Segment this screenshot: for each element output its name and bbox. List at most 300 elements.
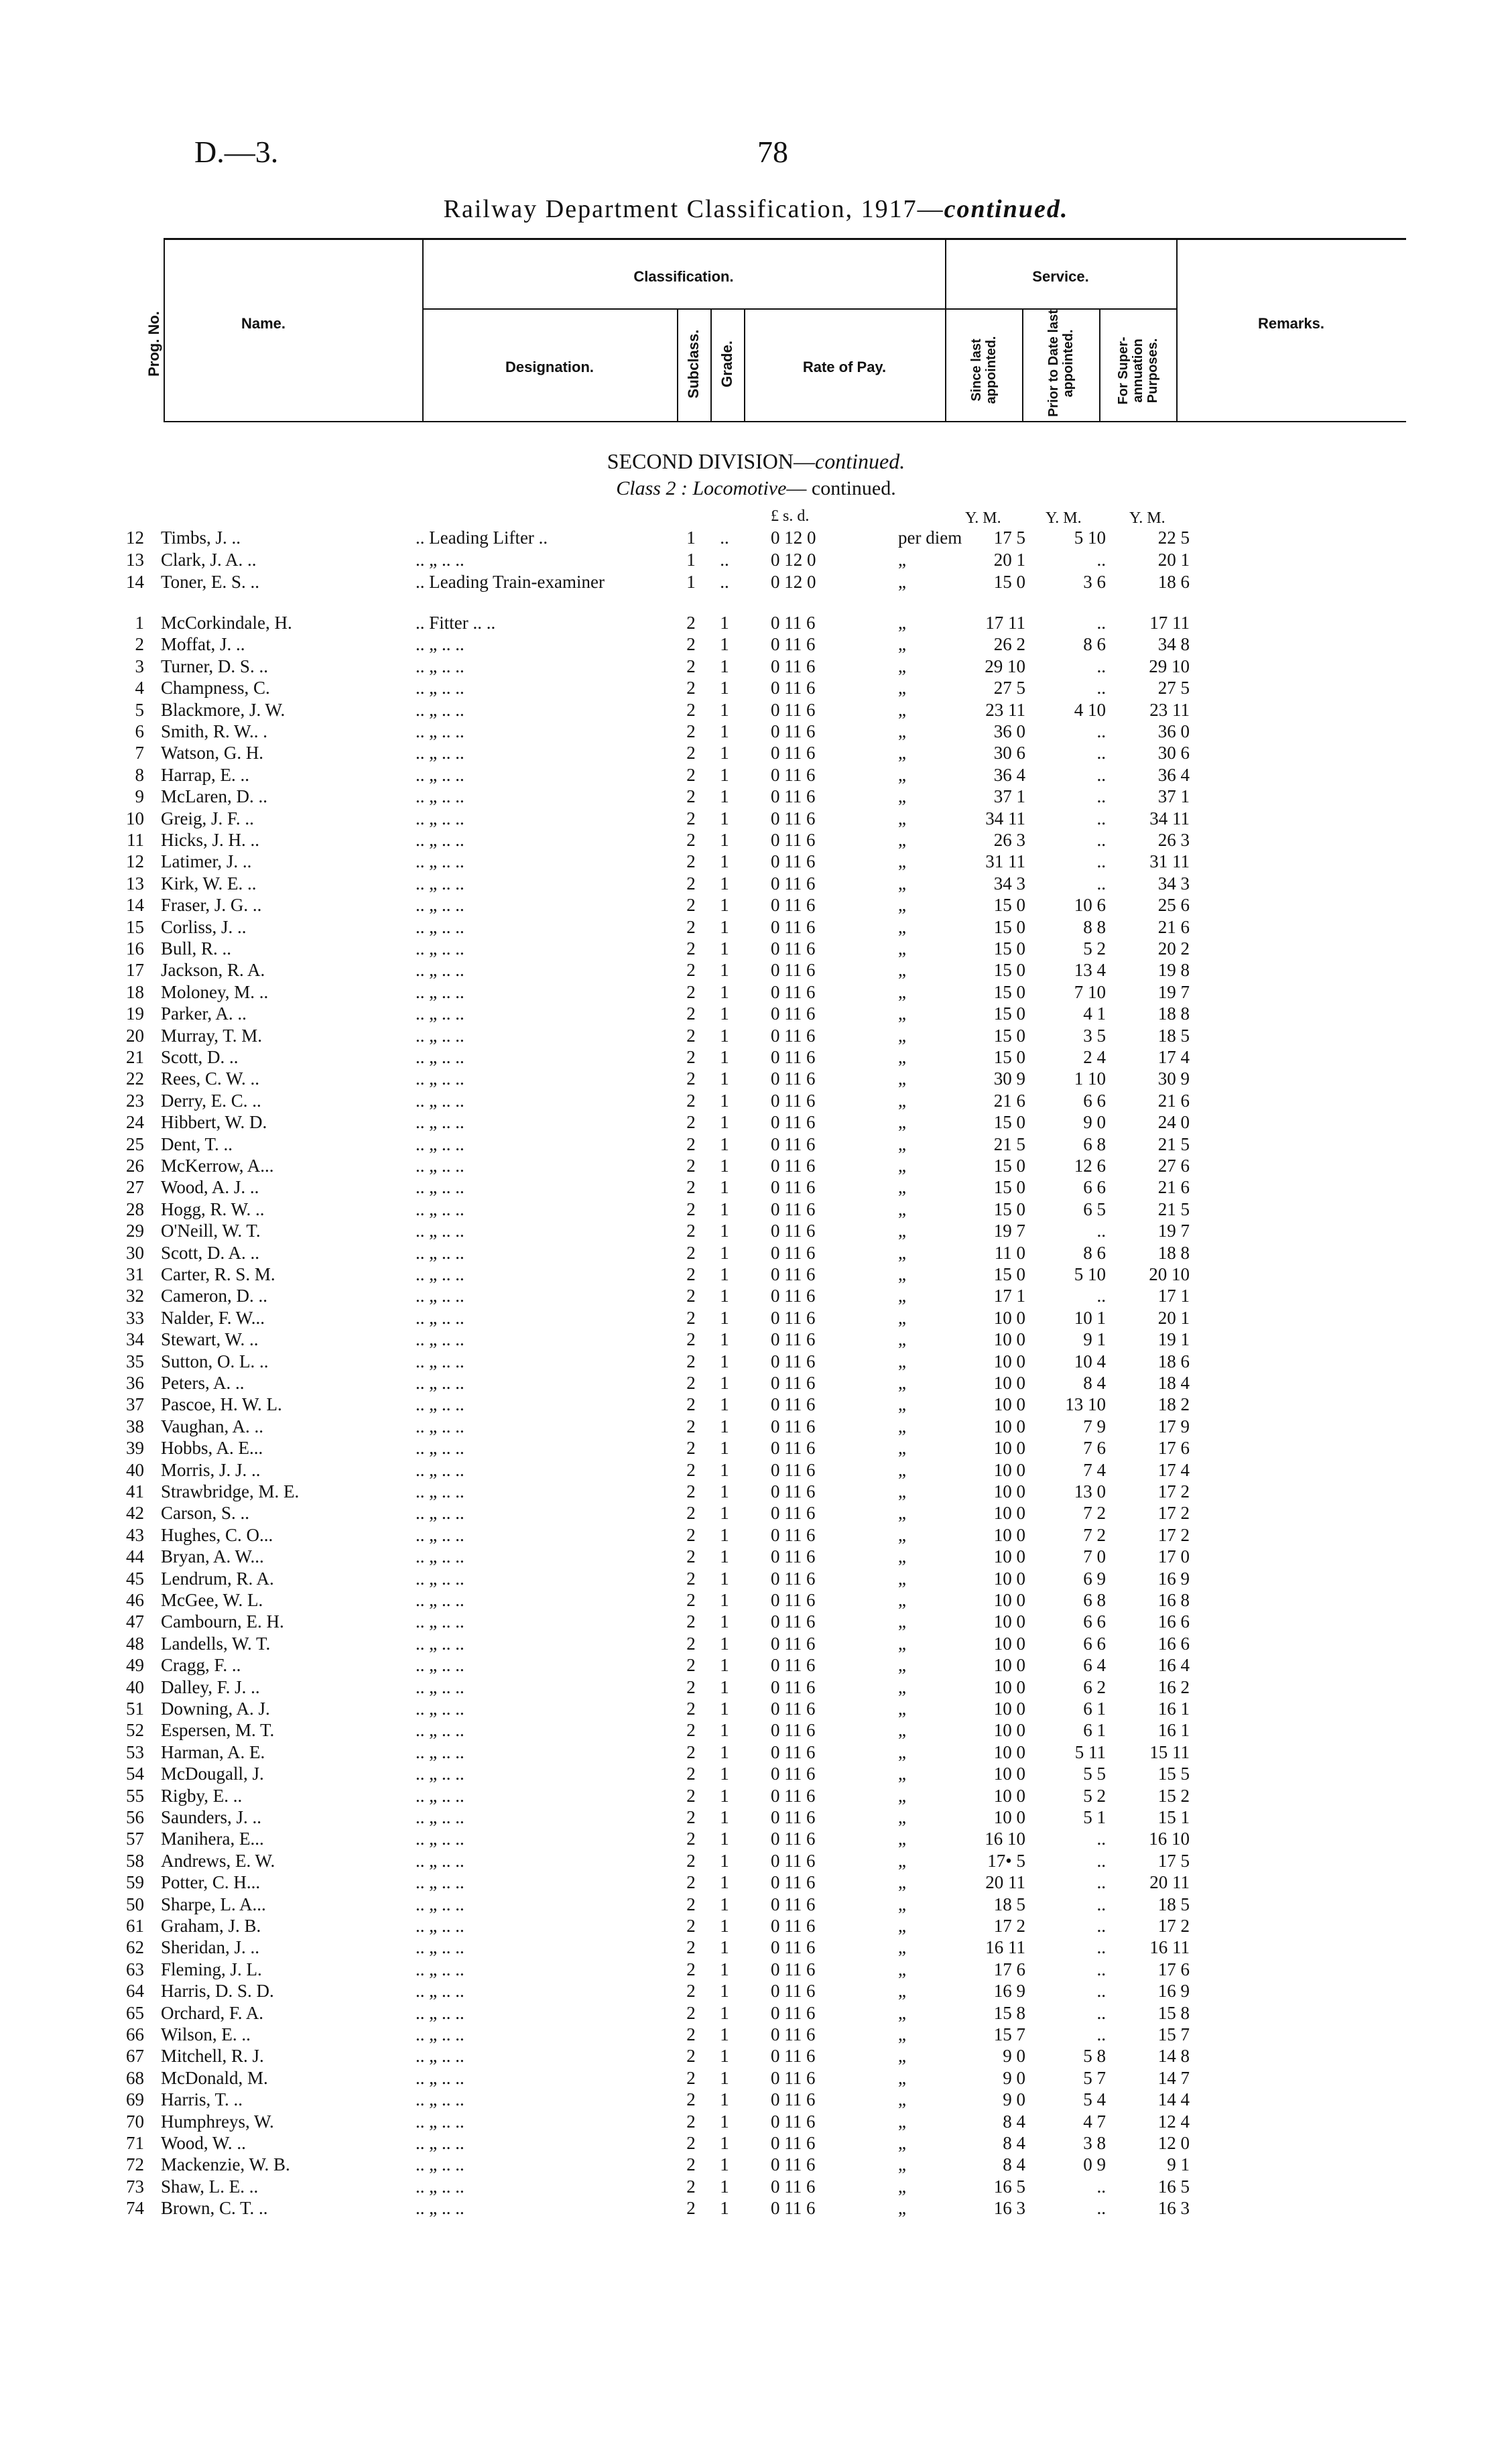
cell-since: 15 0 (993, 981, 1025, 1002)
cell-prog: 66 (126, 2024, 144, 2044)
cell-sub: 2 (686, 1221, 696, 1241)
cell-grade: 1 (720, 1699, 729, 1719)
cell-rate: 0 11 6 (771, 721, 816, 741)
table-row (0, 1394, 1512, 1415)
cell-rate: 0 11 6 (771, 1807, 816, 1827)
cell-sub: 2 (686, 1568, 696, 1589)
cell-per: „ (898, 981, 906, 1002)
table-row (0, 938, 1512, 959)
cell-prog: 43 (126, 1524, 144, 1545)
table-row (0, 549, 1512, 570)
cell-desig: .. „ .. .. (416, 1720, 464, 1741)
col-header-superannuation: For Super-annuation Purposes. (1116, 336, 1160, 405)
cell-sub: 2 (686, 656, 696, 676)
cell-per: „ (898, 764, 906, 785)
table-row (0, 1502, 1512, 1524)
cell-per: „ (898, 1785, 906, 1806)
cell-prog: 25 (126, 1133, 144, 1154)
cell-grade: 1 (720, 916, 729, 937)
cell-sub: 2 (686, 895, 696, 916)
cell-name: Andrews, E. W. (161, 1850, 275, 1871)
cell-sub: 2 (686, 1611, 696, 1632)
cell-per: „ (898, 2176, 906, 2197)
cell-rate: 0 11 6 (771, 1764, 816, 1784)
cell-name: Brown, C. T. .. (161, 2198, 268, 2219)
cell-name: Nalder, F. W... (161, 1307, 265, 1328)
cell-prior: 6 8 (1083, 1133, 1106, 1154)
cell-desig: .. „ .. .. (416, 1112, 464, 1133)
cell-rate: 0 11 6 (771, 981, 816, 1002)
cell-per: „ (898, 1438, 906, 1459)
cell-super: 17 11 (1149, 613, 1190, 633)
cell-desig: .. „ .. .. (416, 981, 464, 1002)
cell-sub: 2 (686, 1112, 696, 1133)
cell-super: 16 2 (1157, 1676, 1190, 1697)
cell-desig: .. „ .. .. (416, 1676, 464, 1697)
cell-prog: 67 (126, 2046, 144, 2067)
cell-prog: 14 (126, 895, 144, 916)
cell-super: 21 5 (1157, 1133, 1190, 1154)
cell-rate: 0 11 6 (771, 1546, 816, 1567)
cell-per: „ (898, 1416, 906, 1436)
cell-desig: .. „ .. .. (416, 1524, 464, 1545)
cell-name: McGee, W. L. (161, 1590, 263, 1610)
cell-sub: 2 (686, 1807, 696, 1827)
cell-sub: 2 (686, 1699, 696, 1719)
table-row (0, 2154, 1512, 2175)
cell-per: „ (898, 2024, 906, 2044)
cell-super: 16 1 (1157, 1699, 1190, 1719)
cell-super: 16 10 (1149, 1829, 1190, 1849)
col-header-service: Service. (1032, 268, 1089, 285)
cell-prior: 5 5 (1083, 1764, 1106, 1784)
cell-name: Kirk, W. E. .. (161, 873, 257, 894)
cell-since: 20 1 (993, 550, 1025, 570)
cell-name: Harris, D. S. D. (161, 1981, 274, 2002)
cell-rate: 0 11 6 (771, 1524, 816, 1545)
cell-name: Hicks, J. H. .. (161, 830, 259, 850)
cell-name: Murray, T. M. (161, 1025, 262, 1046)
cell-sub: 2 (686, 2154, 696, 2175)
cell-rate: 0 11 6 (771, 1872, 816, 1893)
cell-grade: 1 (720, 786, 729, 807)
cell-prog: 53 (126, 1741, 144, 1762)
cell-prog: 47 (126, 1611, 144, 1632)
cell-per: „ (898, 1090, 906, 1111)
cell-rate: 0 11 6 (771, 1850, 816, 1871)
cell-super: 24 0 (1157, 1112, 1190, 1133)
cell-since: 9 0 (1003, 2067, 1025, 2088)
cell-since: 17 5 (993, 528, 1025, 548)
cell-per: „ (898, 1590, 906, 1610)
cell-prior: 8 8 (1083, 916, 1106, 937)
cell-since: 8 4 (1003, 2154, 1025, 2175)
cell-super: 19 7 (1157, 981, 1190, 1002)
cell-prog: 13 (126, 873, 144, 894)
cell-name: Rigby, E. .. (161, 1785, 243, 1806)
cell-prior: 5 8 (1083, 2046, 1106, 2067)
cell-super: 29 10 (1149, 656, 1190, 676)
cell-desig: .. „ .. .. (416, 1807, 464, 1827)
cell-super: 19 8 (1157, 960, 1190, 981)
cell-sub: 2 (686, 699, 696, 720)
table-row (0, 1155, 1512, 1176)
cell-prior: 5 10 (1074, 1264, 1106, 1284)
cell-sub: 2 (686, 1025, 696, 1046)
cell-super: 16 8 (1157, 1590, 1190, 1610)
cell-since: 20 11 (985, 1872, 1025, 1893)
cell-prog: 26 (126, 1156, 144, 1176)
cell-prior: 5 2 (1083, 938, 1106, 959)
cell-prior: 8 6 (1083, 634, 1106, 655)
table-row (0, 2067, 1512, 2089)
cell-grade: 1 (720, 981, 729, 1002)
cell-name: Toner, E. S. .. (161, 572, 260, 592)
cell-per: „ (898, 1177, 906, 1198)
cell-rate: 0 11 6 (771, 1047, 816, 1067)
cell-rate: 0 11 6 (771, 1741, 816, 1762)
cell-desig: .. „ .. .. (416, 938, 464, 959)
cell-super: 17 9 (1157, 1416, 1190, 1436)
unit-super: Y. M. (1129, 509, 1166, 527)
cell-grade: 1 (720, 1177, 729, 1198)
cell-rate: 0 11 6 (771, 851, 816, 872)
cell-sub: 2 (686, 2133, 696, 2153)
cell-since: 16 9 (993, 1981, 1025, 2002)
cell-prog: 27 (126, 1177, 144, 1198)
cell-name: Parker, A. .. (161, 1003, 247, 1024)
table-row (0, 1111, 1512, 1133)
table-row (0, 527, 1512, 548)
cell-rate: 0 11 6 (771, 2176, 816, 2197)
cell-since: 10 0 (993, 1699, 1025, 1719)
cell-prog: 32 (126, 1286, 144, 1306)
cell-desig: .. „ .. .. (416, 2111, 464, 2132)
cell-sub: 2 (686, 1546, 696, 1567)
table-row (0, 1372, 1512, 1394)
cell-rate: 0 11 6 (771, 1286, 816, 1306)
table-row (0, 1307, 1512, 1329)
cell-prior: 5 11 (1074, 1741, 1106, 1762)
cell-per: „ (898, 656, 906, 676)
cell-rate: 0 11 6 (771, 1221, 816, 1241)
cell-rate: 0 11 6 (771, 743, 816, 763)
table-row (0, 1872, 1512, 1893)
cell-name: Pascoe, H. W. L. (161, 1394, 282, 1415)
cell-rate: 0 11 6 (771, 960, 816, 981)
cell-sub: 2 (686, 1286, 696, 1306)
cell-prog: 2 (135, 634, 144, 655)
cell-name: Lendrum, R. A. (161, 1568, 274, 1589)
cell-super: 17 6 (1157, 1438, 1190, 1459)
cell-name: Espersen, M. T. (161, 1720, 275, 1741)
cell-prog: 14 (126, 572, 144, 592)
cell-sub: 2 (686, 634, 696, 655)
cell-super: 26 3 (1157, 830, 1190, 850)
cell-name: Strawbridge, M. E. (161, 1481, 300, 1501)
cell-desig: .. „ .. .. (416, 1590, 464, 1610)
cell-name: Cragg, F. .. (161, 1655, 241, 1676)
cell-name: Carter, R. S. M. (161, 1264, 275, 1284)
cell-per: „ (898, 1394, 906, 1415)
cell-since: 10 0 (993, 1394, 1025, 1415)
table-row (0, 2024, 1512, 2045)
cell-prog: 70 (126, 2111, 144, 2132)
table-row (0, 2176, 1512, 2197)
cell-prior: 6 8 (1083, 1590, 1106, 1610)
cell-grade: 1 (720, 1025, 729, 1046)
table-row (0, 981, 1512, 1003)
table-row (0, 1264, 1512, 1285)
cell-prog: 63 (126, 1959, 144, 1979)
cell-since: 10 0 (993, 1481, 1025, 1501)
cell-name: McLaren, D. .. (161, 786, 267, 807)
cell-since: 10 0 (993, 1590, 1025, 1610)
cell-per: „ (898, 1047, 906, 1067)
cell-prior: .. (1096, 678, 1106, 698)
cell-prior: 0 9 (1083, 2154, 1106, 2175)
cell-desig: .. „ .. .. (416, 1416, 464, 1436)
table-row (0, 1589, 1512, 1611)
cell-grade: 1 (720, 1156, 729, 1176)
cell-rate: 0 11 6 (771, 2046, 816, 2067)
cell-grade: 1 (720, 2002, 729, 2023)
cell-super: 12 0 (1157, 2133, 1190, 2153)
cell-rate: 0 11 6 (771, 1373, 816, 1393)
cell-since: 10 0 (993, 1633, 1025, 1654)
cell-name: Turner, D. S. .. (161, 656, 268, 676)
cell-rate: 0 11 6 (771, 1655, 816, 1676)
class-title (0, 477, 1512, 500)
cell-prior: .. (1096, 873, 1106, 894)
cell-desig: .. „ .. .. (416, 2176, 464, 2197)
cell-per: „ (898, 2002, 906, 2023)
cell-super: 18 2 (1157, 1394, 1190, 1415)
cell-rate: 0 11 6 (771, 1156, 816, 1176)
cell-desig: .. „ .. .. (416, 2002, 464, 2023)
table-row (0, 1915, 1512, 1937)
cell-prog: 10 (126, 808, 144, 829)
cell-sub: 2 (686, 1633, 696, 1654)
cell-prog: 28 (126, 1199, 144, 1219)
cell-name: Hughes, C. O... (161, 1524, 273, 1545)
cell-super: 17 2 (1157, 1916, 1190, 1936)
cell-name: Moloney, M. .. (161, 981, 269, 1002)
cell-super: 16 6 (1157, 1611, 1190, 1632)
cell-desig: .. „ .. .. (416, 2089, 464, 2110)
cell-desig: .. „ .. .. (416, 1090, 464, 1111)
cell-super: 21 6 (1157, 916, 1190, 937)
cell-since: 10 0 (993, 1373, 1025, 1393)
cell-sub: 2 (686, 1850, 696, 1871)
cell-prog: 71 (126, 2133, 144, 2153)
cell-prog: 73 (126, 2176, 144, 2197)
cell-sub: 2 (686, 938, 696, 959)
cell-prog: 13 (126, 550, 144, 570)
cell-since: 18 5 (993, 1894, 1025, 1914)
cell-since: 26 2 (993, 634, 1025, 655)
cell-prog: 65 (126, 2002, 144, 2023)
table-row (0, 2132, 1512, 2154)
cell-sub: 2 (686, 1872, 696, 1893)
cell-prog: 12 (126, 851, 144, 872)
cell-grade: 1 (720, 1676, 729, 1697)
cell-name: O'Neill, W. T. (161, 1221, 261, 1241)
cell-sub: 2 (686, 1199, 696, 1219)
page-number: 78 (757, 135, 788, 169)
cell-desig: .. „ .. .. (416, 1307, 464, 1328)
cell-prior: .. (1096, 830, 1106, 850)
unit-money: £ s. d. (771, 507, 810, 525)
cell-sub: 2 (686, 721, 696, 741)
cell-rate: 0 11 6 (771, 1112, 816, 1133)
cell-per: „ (898, 1959, 906, 1979)
cell-per: „ (898, 1741, 906, 1762)
cell-prior: 6 6 (1083, 1090, 1106, 1111)
table-row (0, 1611, 1512, 1632)
cell-name: Mitchell, R. J. (161, 2046, 264, 2067)
cell-name: Downing, A. J. (161, 1699, 270, 1719)
cell-super: 18 5 (1157, 1894, 1190, 1914)
cell-since: 23 11 (985, 699, 1025, 720)
cell-since: 10 0 (993, 1807, 1025, 1827)
cell-prior: 12 6 (1074, 1156, 1106, 1176)
cell-prog: 39 (126, 1438, 144, 1459)
cell-prog: 68 (126, 2067, 144, 2088)
cell-rate: 0 11 6 (771, 1003, 816, 1024)
cell-rate: 0 11 6 (771, 1242, 816, 1263)
cell-name: Dalley, F. J. .. (161, 1676, 260, 1697)
cell-rate: 0 11 6 (771, 873, 816, 894)
cell-prog: 33 (126, 1307, 144, 1328)
cell-rate: 0 11 6 (771, 2198, 816, 2219)
col-divider-prior (1099, 308, 1100, 422)
cell-grade: 1 (720, 1068, 729, 1089)
cell-super: 16 6 (1157, 1633, 1190, 1654)
table-row (0, 2089, 1512, 2110)
cell-per: „ (898, 851, 906, 872)
cell-desig: .. „ .. .. (416, 2067, 464, 2088)
cell-name: Derry, E. C. .. (161, 1090, 261, 1111)
cell-since: 15 0 (993, 895, 1025, 916)
cell-name: Orchard, F. A. (161, 2002, 264, 2023)
cell-per: „ (898, 2154, 906, 2175)
cell-since: 17 11 (985, 613, 1025, 633)
cell-desig: .. „ .. .. (416, 1438, 464, 1459)
cell-grade: 1 (720, 1307, 729, 1328)
cell-prog: 54 (126, 1764, 144, 1784)
cell-rate: 0 11 6 (771, 1633, 816, 1654)
cell-per: „ (898, 808, 906, 829)
cell-prog: 4 (135, 678, 144, 698)
cell-prog: 49 (126, 1655, 144, 1676)
cell-desig: .. „ .. .. (416, 2046, 464, 2067)
cell-super: 23 11 (1149, 699, 1190, 720)
cell-per: „ (898, 1981, 906, 2002)
cell-per: „ (898, 1829, 906, 1849)
cell-sub: 2 (686, 1503, 696, 1524)
cell-since: 8 4 (1003, 2111, 1025, 2132)
cell-per: „ (898, 1611, 906, 1632)
cell-since: 15 0 (993, 938, 1025, 959)
cell-prog: 12 (126, 528, 144, 548)
cell-rate: 0 11 6 (771, 938, 816, 959)
col-header-prior-to-date: Prior to Date last appointed. (1046, 309, 1076, 418)
cell-sub: 2 (686, 1351, 696, 1371)
col-header-classification: Classification. (633, 268, 734, 285)
cell-grade: 1 (720, 1872, 729, 1893)
cell-rate: 0 11 6 (771, 1133, 816, 1154)
table-row (0, 2002, 1512, 2024)
cell-super: 17 2 (1157, 1503, 1190, 1524)
cell-rate: 0 11 6 (771, 2111, 816, 2132)
cell-prior: .. (1096, 2176, 1106, 2197)
cell-prog: 64 (126, 1981, 144, 2002)
cell-super: 17 4 (1157, 1047, 1190, 1067)
cell-prior: .. (1096, 1916, 1106, 1936)
cell-prog: 34 (126, 1329, 144, 1350)
cell-name: Saunders, J. .. (161, 1807, 261, 1827)
table-row (0, 1199, 1512, 1220)
cell-super: 16 11 (1149, 1937, 1190, 1958)
table-row (0, 829, 1512, 851)
cell-sub: 2 (686, 1264, 696, 1284)
cell-prior: 5 2 (1083, 1785, 1106, 1806)
cell-name: Jackson, R. A. (161, 960, 265, 981)
cell-per: „ (898, 1156, 906, 1176)
cell-prior: 6 5 (1083, 1199, 1106, 1219)
cell-since: 8 4 (1003, 2133, 1025, 2153)
cell-name: Fleming, J. L. (161, 1959, 262, 1979)
cell-per: „ (898, 1003, 906, 1024)
cell-prog: 45 (126, 1568, 144, 1589)
cell-rate: 0 11 6 (771, 808, 816, 829)
cell-name: Moffat, J. .. (161, 634, 245, 655)
cell-grade: 1 (720, 1481, 729, 1501)
cell-since: 15 0 (993, 572, 1025, 592)
cell-prior: 10 4 (1074, 1351, 1106, 1371)
cell-rate: 0 11 6 (771, 2002, 816, 2023)
cell-desig: .. „ .. .. (416, 1503, 464, 1524)
cell-per: „ (898, 1655, 906, 1676)
cell-prior: 6 6 (1083, 1611, 1106, 1632)
cell-super: 17 2 (1157, 1481, 1190, 1501)
cell-per: „ (898, 1373, 906, 1393)
cell-super: 20 10 (1149, 1264, 1190, 1284)
cell-rate: 0 11 6 (771, 764, 816, 785)
cell-per: „ (898, 1459, 906, 1480)
cell-rate: 0 11 6 (771, 916, 816, 937)
cell-sub: 2 (686, 1068, 696, 1089)
cell-super: 21 6 (1157, 1090, 1190, 1111)
cell-rate: 0 11 6 (771, 1699, 816, 1719)
cell-grade: 1 (720, 960, 729, 981)
cell-rate: 0 11 6 (771, 1611, 816, 1632)
cell-rate: 0 11 6 (771, 1481, 816, 1501)
table-row (0, 894, 1512, 916)
cell-per: „ (898, 2046, 906, 2067)
cell-super: 17 0 (1157, 1546, 1190, 1567)
cell-sub: 2 (686, 1416, 696, 1436)
cell-prog: 50 (126, 1894, 144, 1914)
cell-grade: 1 (720, 1438, 729, 1459)
cell-sub: 2 (686, 1959, 696, 1979)
col-divider-classification (945, 238, 946, 422)
cell-rate: 0 11 6 (771, 1351, 816, 1371)
cell-desig: .. „ .. .. (416, 1459, 464, 1480)
cell-since: 15 8 (993, 2002, 1025, 2023)
cell-prior: .. (1096, 1850, 1106, 1871)
